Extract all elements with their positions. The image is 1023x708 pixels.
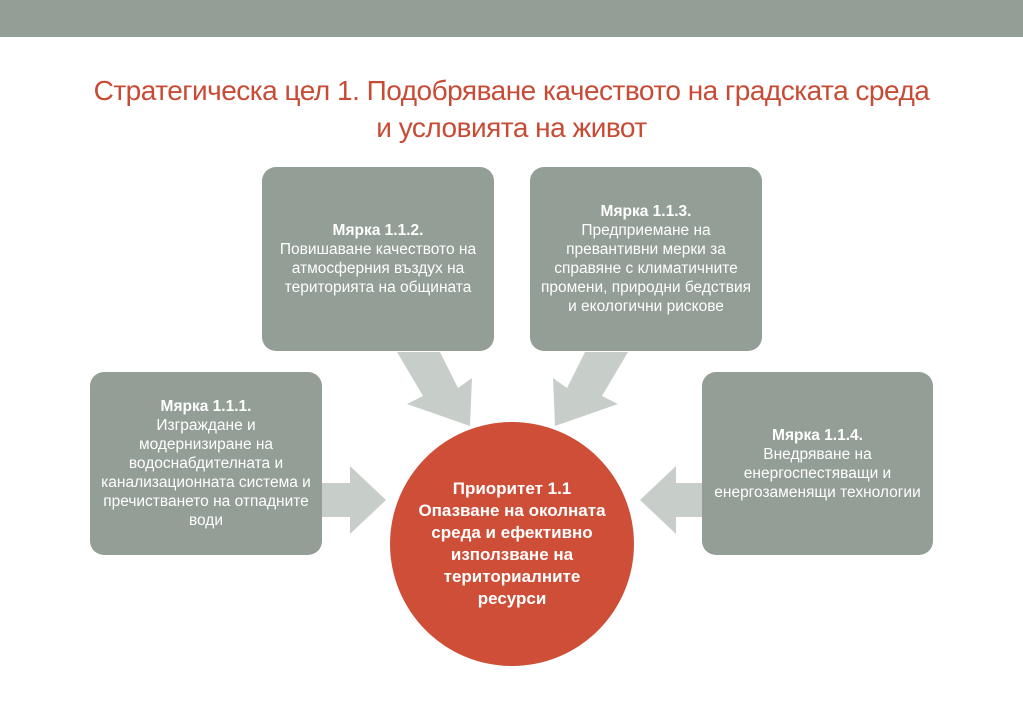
title-line-1: Стратегическа цел 1. Подобряване качеството на градската среда — [93, 75, 930, 106]
arrow-from-measure-111 — [322, 466, 386, 534]
measure-111-box — [90, 372, 322, 555]
priority-circle — [390, 422, 634, 666]
measure-112-text: Повишаване качеството на атмосферния въздух на територията на общината — [279, 241, 477, 296]
arrow-from-measure-113 — [553, 352, 628, 426]
measure-114-box — [702, 372, 933, 555]
arrow-from-measure-114 — [640, 466, 702, 534]
title-line-2: и условията на живот — [376, 112, 647, 143]
measure-111-text: Изграждане и модернизиране на водоснабдителната и канализационната система и пречистването на отпадните води — [101, 417, 311, 529]
measure-112-heading: Мярка 1.1.2. — [332, 222, 424, 239]
measure-114-heading: Мярка 1.1.4. — [772, 426, 863, 444]
priority-text: Опазване на околната среда и ефективно използване на териториалните ресурси — [418, 501, 606, 608]
arrow-from-measure-112 — [397, 352, 472, 426]
measure-113-text: Предприемане на превантивни мерки за справяне с климатичните промени, природни бедствия и екологични рискове — [540, 222, 752, 315]
measure-114-text: Внедряване на енергоспестяващи и енергозаменящи технологии — [714, 445, 921, 501]
measure-113-box — [530, 167, 762, 351]
priority-heading: Приоритет 1.1 — [452, 479, 572, 498]
measure-112-box — [262, 167, 494, 351]
measure-111-heading: Мярка 1.1.1. — [160, 398, 252, 415]
measure-113-heading: Мярка 1.1.3. — [600, 203, 692, 220]
